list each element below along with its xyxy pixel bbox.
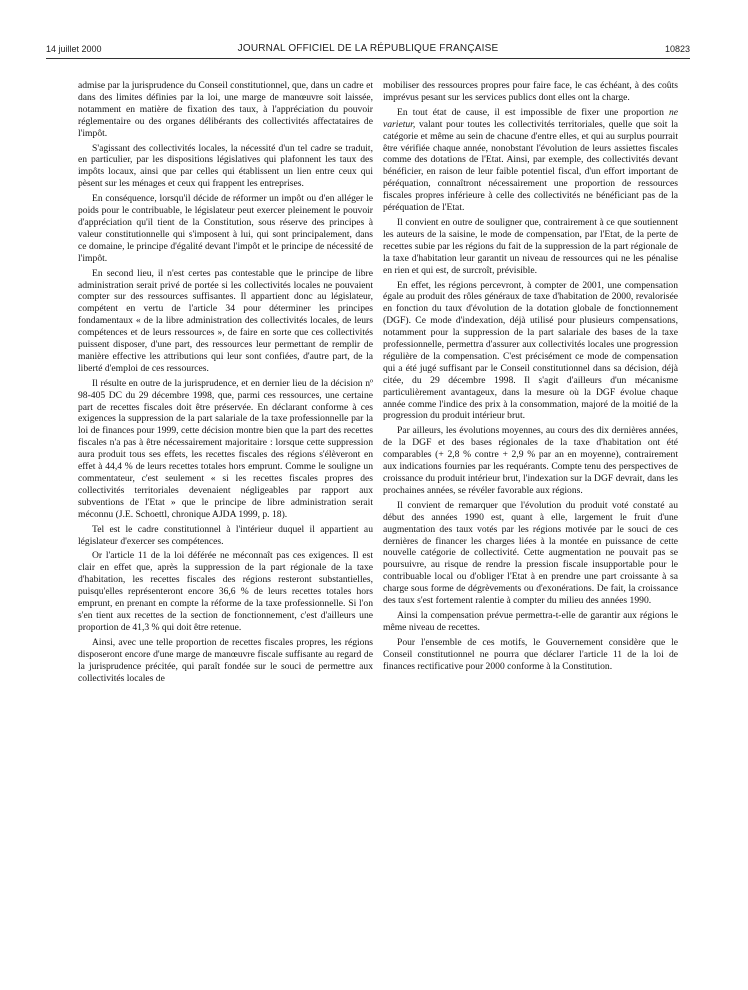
paragraph xyxy=(383,107,678,214)
page-number: 10823 xyxy=(664,44,690,54)
paragraph: En effet, les régions percevront, à compter de 2001, une compensation égale au produit des rôles généraux de taxe d'habitation de 2000, revalorisée en fonction du taux d'évolution de la dotation globale de fonctionnement (DGF). Ce mode d'indexation, déjà utilisé pour plusieurs compensations, notamment pour la suppression de la part salariale des bases de la taxe professionnelle, permettra d'assurer aux collectivités locales une progression régulière de la compensation. C'est précisément ce mode de compensation qui a été jugé suffisant par le Conseil constitutionnel dans sa décision, déjà citée, du 29 décembre 1998. Il s'agit d'ailleurs d'un mécanisme particulièrement avantageux, dans la mesure où la DGF évolue chaque année comme l'indice des prix à la consommation, majoré de la moitié de la progression du produit intérieur brut. xyxy=(383,279,678,422)
paragraph: Pour l'ensemble de ces motifs, le Gouvernement considère que le Conseil constitutionnel ne pourra que déclarer l'article 11 de la loi de finances rectificative pour 2000 conforme à la Constitution. xyxy=(383,636,678,672)
left-column xyxy=(78,80,373,687)
page-date: 14 juillet 2000 xyxy=(46,44,102,54)
paragraph-text: En tout état de cause, il est impossible de fixer une proportion xyxy=(397,106,669,118)
latin-phrase: ne varietur, xyxy=(383,106,678,130)
paragraph: mobiliser des ressources propres pour faire face, le cas échéant, à des coûts imprévus pesant sur les services publics dont elles ont la charge. xyxy=(383,80,678,103)
right-column xyxy=(383,80,678,676)
page-header xyxy=(46,42,690,58)
paragraph: Tel est le cadre constitutionnel à l'intérieur duquel il appartient au législateur d'exercer ses compétences. xyxy=(78,523,373,547)
paragraph-text: valant pour toutes les collectivités territoriales, quelle que soit la catégorie et même au sein de chacune d'entre elles, et qui au surplus pourrait être vérifiée chaque année, nonobstant l'évolution de leurs assiettes fiscales comme des dotations de l'Etat. Ainsi, par exemple, des collectivités devant bénéficier, en raison de leur faible potentiel fiscal, d'un effort important de péréquation, connaîtront nécessairement une proportion de ressources fiscales propres inférieure à celle des collectivités ne bénéficiant pas de la péréquation de l'Etat. xyxy=(383,118,678,214)
paragraph: Or l'article 11 de la loi déférée ne méconnaît pas ces exigences. Il est clair en effet que, après la suppression de la part régionale de la taxe d'habitation, les recettes fiscales des régions resteront substantielles, puisqu'elles représenteront encore 36,6 % de leurs recettes totales hors emprunt, en prenant en compte la réforme de la taxe professionnelle. Si l'on s'en tient aux recettes de la section de fonctionnement, c'est d'ailleurs une proportion de 41,3 % qui doit être retenue. xyxy=(78,550,373,633)
journal-title: JOURNAL OFFICIEL DE LA RÉPUBLIQUE FRANÇAISE xyxy=(237,43,499,54)
paragraph: Ainsi, avec une telle proportion de recettes fiscales propres, les régions disposeront encore d'une marge de manœuvre fiscale suffisante au regard de la jurisprudence précitée, qui paraît fondée sur le souci de permettre aux collectivités locales de xyxy=(78,636,373,684)
header-rule xyxy=(46,58,690,59)
paragraph: Il résulte en outre de la jurisprudence, et en dernier lieu de la décision nº 98-405 DC du 29 décembre 1998, que, parmi ces ressources, une certaine part de recettes fiscales doit être préservée. En déclarant conforme à ces exigences la suppression de la part salariale de la taxe professionnelle par la loi de finances pour 1999, cette décision montre bien que la part des recettes fiscales n'a pas à être nécessairement majoritaire : lorsque cette suppression aura produit tous ses effets, les recettes fiscales des régions s'élèveront en effet à 44,4 % de leurs recettes totales hors emprunt. Comme le souligne un commentateur, c'est seulement « si les recettes fiscales propres des collectivités territoriales devenaient négligeables par rapport aux subventions de l'Etat » que le principe de libre administration serait méconnu (J.E. Schoettl, chronique AJDA 1999, p. 18). xyxy=(78,377,373,520)
paragraph: Il convient en outre de souligner que, contrairement à ce que soutiennent les auteurs de la saisine, le mode de compensation, par l'Etat, de la perte de recettes subie par les régions du fait de la suppression de la part régionale de la taxe d'habitation leur garantit un niveau de ressources qui ne les pénalise en rien et qui est, de surcroît, prévisible. xyxy=(383,216,678,276)
paragraph: Ainsi la compensation prévue permettra-t-elle de garantir aux régions le même niveau de recettes. xyxy=(383,609,678,633)
paragraph: Il convient de remarquer que l'évolution du produit voté constaté au début des années 1990 est, quant à elle, largement le fruit d'une augmentation des taux votés par les régions motivée par le souci de ces dernières de financer les charges liées à la montée en puissance de cette nouvelle catégorie de collectivité. Cette augmentation ne pouvait pas se poursuivre, au risque de rendre la pression fiscale insupportable pour le contribuable local ou d'obliger l'Etat à en prendre une part croissante à sa charge sous forme de dégrèvements ou d'exonérations. De fait, la croissance des taux s'est fortement ralentie à compter du milieu des années 1990. xyxy=(383,499,678,607)
paragraph: En conséquence, lorsqu'il décide de réformer un impôt ou d'en alléger le poids pour le contribuable, le législateur peut exercer pleinement le pouvoir d'appréciation qu'il tient de la Constitution, sous réserve des principes à valeur constitutionnelle qui s'imposent à lui, qui sont principalement, dans ce domaine, le principe d'égalité devant l'impôt et le principe de nécessité de l'impôt. xyxy=(78,193,373,264)
paragraph: admise par la jurisprudence du Conseil constitutionnel, que, dans un cadre et dans des limites définies par la loi, une marge de manœuvre soit laissée, notamment en matière de fixation des taux, à l'appréciation du pouvoir réglementaire ou des organes délibérants des collectivités affectataires de l'impôt. xyxy=(78,80,373,139)
paragraph: S'agissant des collectivités locales, la nécessité d'un tel cadre se traduit, en particulier, par les dispositions législatives qui plafonnent les taux des impôts locaux, ainsi que par celles qui établissent un lien entre ceux qui pèsent sur les ménages et ceux qui frappent les entreprises. xyxy=(78,142,373,190)
paragraph: En second lieu, il n'est certes pas contestable que le principe de libre administration serait privé de portée si les collectivités locales ne pouvaient compter sur des ressources suffisantes. Il appartient donc au législateur, compétent en vertu de l'article 34 pour déterminer les principes fondamentaux « de la libre administration des collectivités locales, de leurs compétences et de leurs ressources », de faire en sorte que ces collectivités puissent disposer, d'une part, des ressources leur permettant de remplir de manière effective les attributions qui leur sont confiées, d'autre part, de la liberté d'emploi de ces ressources. xyxy=(78,267,373,374)
paragraph: Par ailleurs, les évolutions moyennes, au cours des dix dernières années, de la DGF et des bases régionales de la taxe d'habitation ont été comparables (+ 2,8 % contre + 2,9 % par an en moyenne), contrairement aux indications fournies par les requérants. Compte tenu des perspectives de croissance du produit intérieur brut, l'indexation sur la DGF devrait, dans les prochaines années, se révéler favorable aux régions. xyxy=(383,425,678,496)
